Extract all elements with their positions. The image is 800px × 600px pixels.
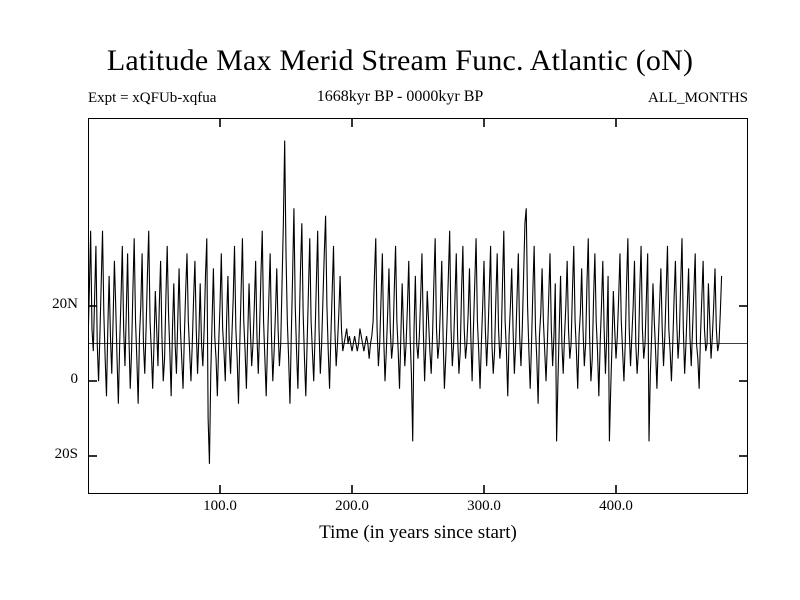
xtick-label-100: 100.0 xyxy=(203,498,237,514)
ytick-label-20s: 20S xyxy=(54,446,78,462)
x-axis-title: Time (in years since start) xyxy=(319,522,517,543)
ytick-label-0: 0 xyxy=(70,371,78,387)
experiment-label: Expt = xQFUb-xqfua xyxy=(88,90,217,106)
months-label: ALL_MONTHS xyxy=(648,90,748,106)
ytick-label-20n: 20N xyxy=(52,296,78,312)
xtick-label-200: 200.0 xyxy=(335,498,369,514)
x-axis-labels xyxy=(88,498,748,522)
xtick-label-400: 400.0 xyxy=(599,498,633,514)
xtick-label-300: 300.0 xyxy=(467,498,501,514)
plot-area xyxy=(88,118,748,494)
data-series-line xyxy=(88,141,722,464)
period-label: 1668kyr BP - 0000kyr BP xyxy=(316,88,484,105)
y-axis-labels xyxy=(0,118,78,494)
series-canvas xyxy=(88,118,748,494)
page-title: Latitude Max Merid Stream Func. Atlantic (oN) xyxy=(106,44,694,77)
